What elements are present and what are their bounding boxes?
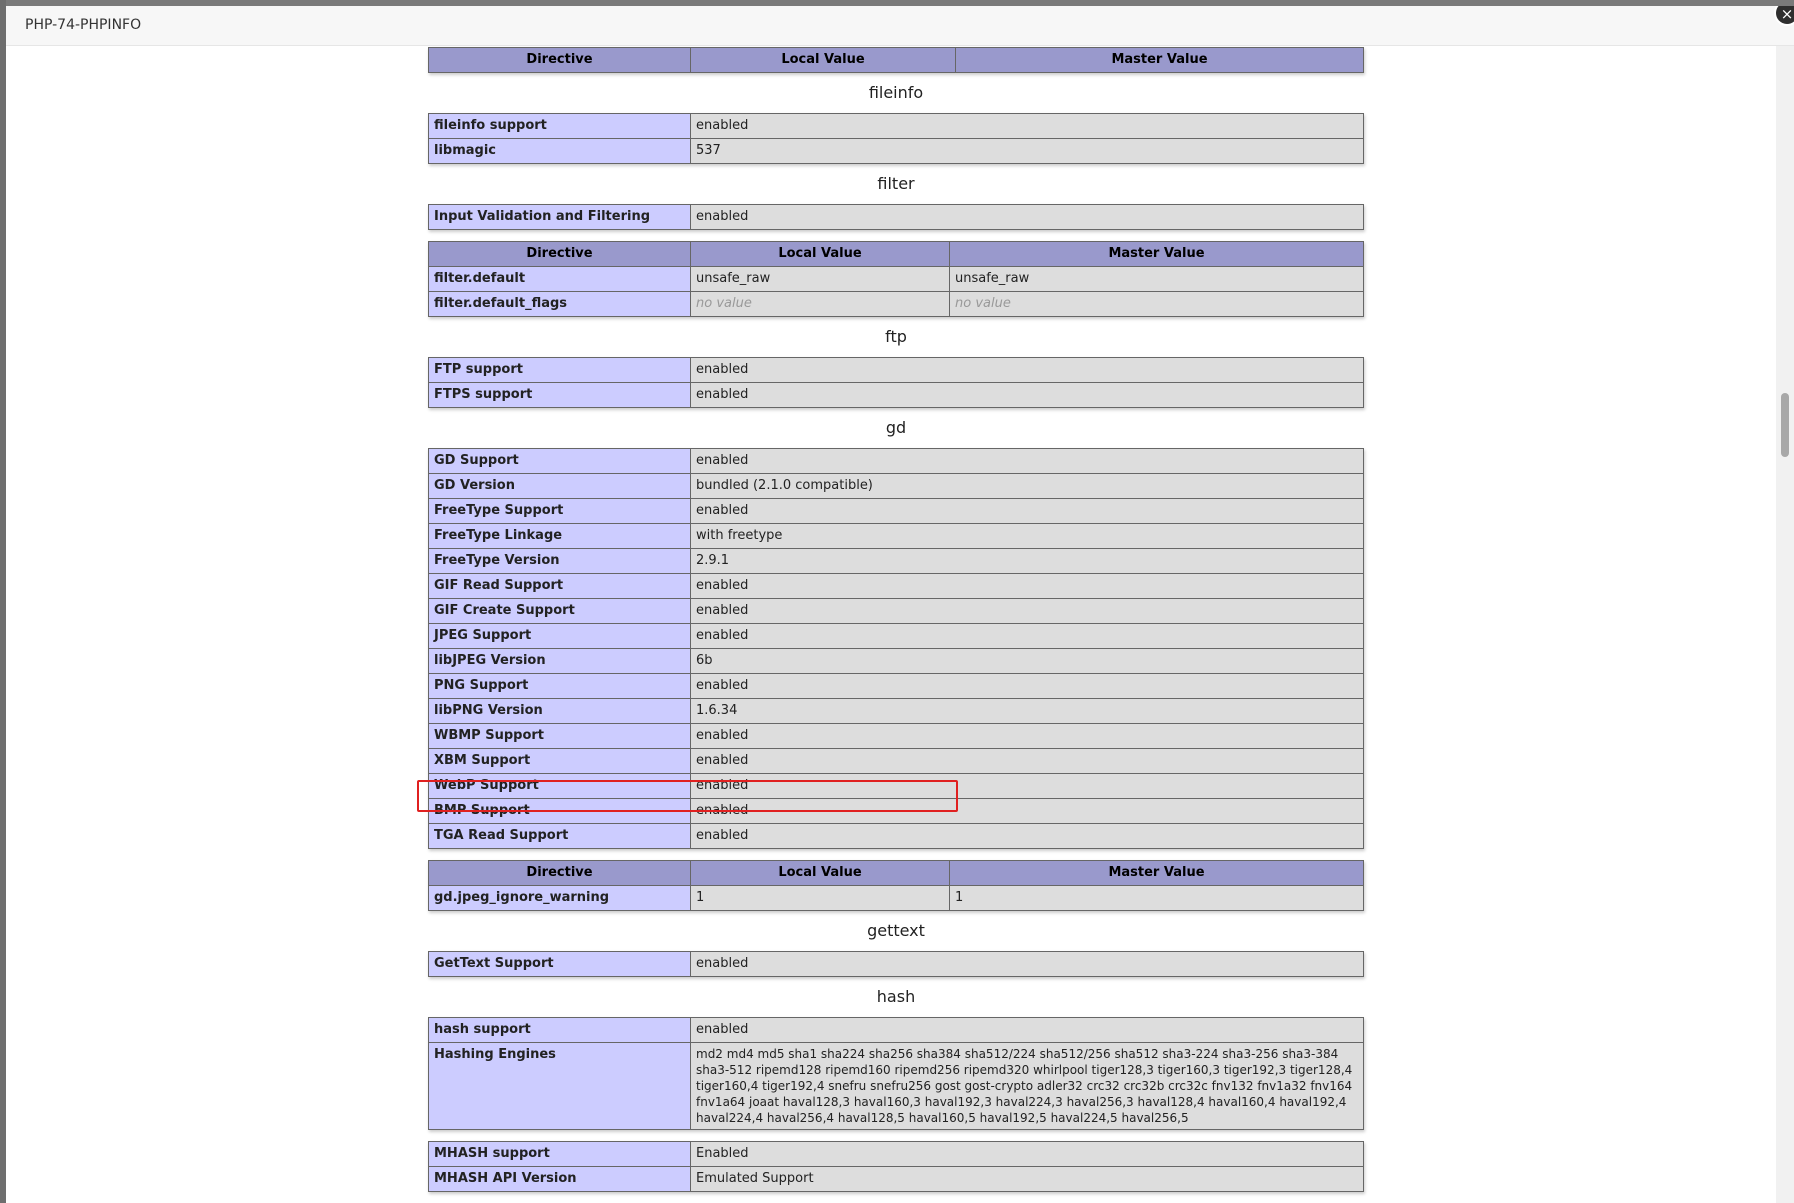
row-value: enabled [691,205,1364,230]
table-row [429,474,1364,499]
phpinfo-content[interactable] [6,46,1776,1203]
gd-table [428,448,1364,849]
table-row [429,499,1364,524]
row-key: Hashing Engines [429,1043,691,1130]
directive-local: 1 [691,886,950,911]
table-row [429,799,1364,824]
dialog-header [6,6,1794,46]
module-title-gd[interactable]: gd [885,418,907,437]
row-value: enabled [691,599,1364,624]
spacer [428,849,1364,860]
table-row [429,1018,1364,1043]
row-value: enabled [691,749,1364,774]
table-row [429,699,1364,724]
header-master-value: Master Value [950,861,1364,886]
table-row [429,952,1364,977]
table-row [429,599,1364,624]
table-row [429,824,1364,849]
row-value: enabled [691,724,1364,749]
table-header-row [429,242,1364,267]
row-key: fileinfo support [429,114,691,139]
table-row [429,724,1364,749]
module-title-filter[interactable]: filter [877,174,915,193]
no-value-text: no value [696,296,752,311]
row-value: with freetype [691,524,1364,549]
header-directive: Directive [429,861,691,886]
row-key: hash support [429,1018,691,1043]
row-key: GD Support [429,449,691,474]
table-header-row [429,861,1364,886]
table-row [429,358,1364,383]
row-value: 6b [691,649,1364,674]
phpinfo-center [428,46,1364,1192]
directive-local [691,292,950,317]
table-row [429,574,1364,599]
scrollbar-thumb[interactable] [1781,393,1789,457]
header-local-value: Local Value [691,861,950,886]
row-value: enabled [691,799,1364,824]
header-local-value: Local Value [691,48,956,73]
row-key: MHASH support [429,1142,691,1167]
row-key: FreeType Version [429,549,691,574]
row-key: libPNG Version [429,699,691,724]
table-header-row [429,48,1364,73]
no-value-text: no value [955,296,1011,311]
table-row [429,1167,1364,1192]
directive-master: unsafe_raw [950,267,1364,292]
row-value: Enabled [691,1142,1364,1167]
filter-directive-table [428,241,1364,317]
spacer [428,1130,1364,1141]
table-row [429,1142,1364,1167]
row-value: 2.9.1 [691,549,1364,574]
row-value: bundled (2.1.0 compatible) [691,474,1364,499]
row-key: FTP support [429,358,691,383]
row-value: enabled [691,674,1364,699]
directive-key: filter.default [429,267,691,292]
row-key: WebP Support [429,774,691,799]
row-key: FreeType Support [429,499,691,524]
row-key: BMP Support [429,799,691,824]
row-value: enabled [691,574,1364,599]
phpinfo-dialog [6,6,1794,1203]
row-value: enabled [691,114,1364,139]
table-row [429,1043,1364,1130]
row-value: enabled [691,358,1364,383]
dialog-title: PHP-74-PHPINFO [25,17,142,33]
row-value: 1.6.34 [691,699,1364,724]
row-key: FreeType Linkage [429,524,691,549]
hash-table [428,1017,1364,1130]
row-value: 537 [691,139,1364,164]
vertical-scrollbar[interactable] [1776,46,1794,1203]
ftp-table [428,357,1364,408]
header-directive: Directive [429,242,691,267]
header-master-value: Master Value [956,48,1364,73]
row-key: libmagic [429,139,691,164]
row-value: enabled [691,449,1364,474]
table-row [429,624,1364,649]
table-row [429,749,1364,774]
module-title-fileinfo[interactable]: fileinfo [868,83,924,102]
row-key: FTPS support [429,383,691,408]
row-value: Emulated Support [691,1167,1364,1192]
row-value: enabled [691,952,1364,977]
prev-directive-table [428,47,1364,73]
fileinfo-table [428,113,1364,164]
filter-table [428,204,1364,230]
table-row [429,886,1364,911]
row-key: GIF Create Support [429,599,691,624]
module-title-gettext[interactable]: gettext [867,921,925,940]
row-key: MHASH API Version [429,1167,691,1192]
close-icon[interactable]: × [1774,6,1794,26]
module-title-hash[interactable]: hash [876,987,916,1006]
row-key: GetText Support [429,952,691,977]
header-master-value: Master Value [950,242,1364,267]
row-value: enabled [691,824,1364,849]
directive-master [950,292,1364,317]
row-value: enabled [691,499,1364,524]
table-row [429,139,1364,164]
row-key: XBM Support [429,749,691,774]
table-row [429,449,1364,474]
row-key: GD Version [429,474,691,499]
table-row-webp-highlighted [429,774,1364,799]
row-value: enabled [691,383,1364,408]
row-key: GIF Read Support [429,574,691,599]
table-row [429,114,1364,139]
table-row [429,292,1364,317]
directive-local: unsafe_raw [691,267,950,292]
table-row [429,267,1364,292]
row-key: Input Validation and Filtering [429,205,691,230]
header-directive: Directive [429,48,691,73]
table-row [429,524,1364,549]
spacer [428,230,1364,241]
table-row [429,649,1364,674]
header-local-value: Local Value [691,242,950,267]
mhash-table [428,1141,1364,1192]
row-key: WBMP Support [429,724,691,749]
row-value-hashing-engines: md2 md4 md5 sha1 sha224 sha256 sha384 sha512/224 sha512/256 sha512 sha3-224 sha3-256 sha3-384 sha3-512 ripemd128 ripemd160 ripemd256 ripemd320 whirlpool tiger128,3 tiger160,3 tiger192,3 tiger128,4 tiger160,4 tiger192,4 snefru snefru256 gost gost-crypto adler32 crc32 crc32b crc32c fnv132 fnv1a32 fnv164 fnv1a64 joaat haval128,3 haval160,3 haval192,3 haval224,3 haval256,3 haval128,4 haval160,4 haval192,4 haval224,4 haval256,4 haval128,5 haval160,5 haval192,5 haval224,5 haval256,5 [691,1043,1364,1130]
module-title-ftp[interactable]: ftp [885,327,907,346]
row-value: enabled [691,774,1364,799]
row-key: libJPEG Version [429,649,691,674]
table-row [429,383,1364,408]
row-key: TGA Read Support [429,824,691,849]
gd-directive-table [428,860,1364,911]
gettext-table [428,951,1364,977]
directive-key: filter.default_flags [429,292,691,317]
table-row [429,674,1364,699]
row-value: enabled [691,624,1364,649]
table-row [429,549,1364,574]
row-key: PNG Support [429,674,691,699]
table-row [429,205,1364,230]
directive-master: 1 [950,886,1364,911]
directive-key: gd.jpeg_ignore_warning [429,886,691,911]
row-value: enabled [691,1018,1364,1043]
row-key: JPEG Support [429,624,691,649]
